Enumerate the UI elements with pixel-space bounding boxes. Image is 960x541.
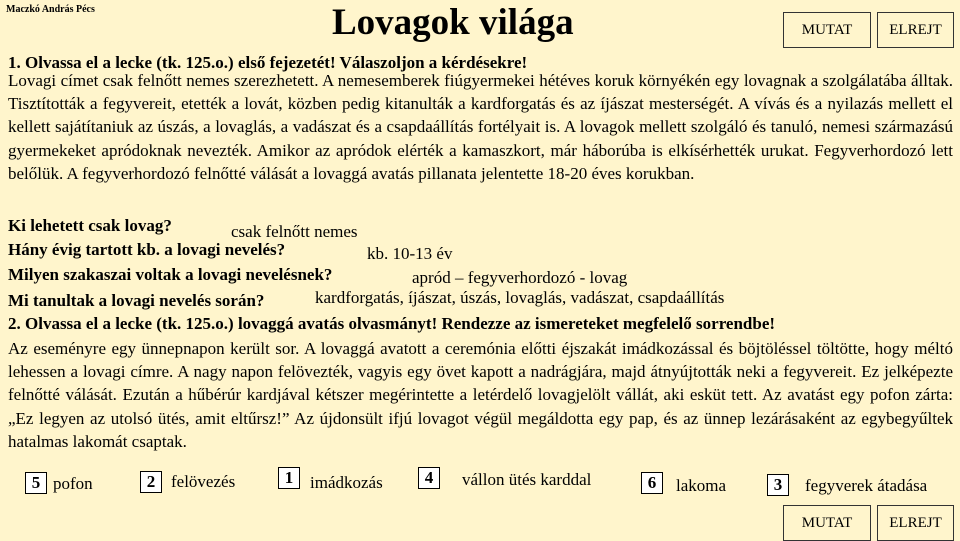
order-label-vallon-utes: vállon ütés karddal xyxy=(462,470,592,489)
answer-1: csak felnőtt nemes xyxy=(231,222,358,241)
order-box-pofon[interactable]: 5 xyxy=(25,472,47,494)
order-label-fegyverek: fegyverek átadása xyxy=(805,476,928,495)
answer-3: apród – fegyverhordozó - lovag xyxy=(412,268,628,287)
order-box-vallon-utes[interactable]: 4 xyxy=(418,467,440,489)
order-label-felovezes: felövezés xyxy=(171,472,236,491)
show-button-top[interactable]: MUTAT xyxy=(783,12,871,48)
order-box-imadkozas[interactable]: 1 xyxy=(278,467,300,489)
question-1: Ki lehetett csak lovag? xyxy=(8,216,172,235)
show-button-bottom[interactable]: MUTAT xyxy=(783,505,871,541)
hide-button-top[interactable]: ELREJT xyxy=(877,12,954,48)
order-label-imadkozas: imádkozás xyxy=(310,473,383,492)
page-title: Lovagok világa xyxy=(332,2,574,43)
order-label-lakoma: lakoma xyxy=(676,476,727,495)
task1-text: Lovagi címet csak felnőtt nemes szerezhetett. A nemesemberek fiúgyermekei hétéves koruk környékén egy lovagnak a szolgálatába álltak. Tisztították a fegyvereit, etették a lovát, közben pedig kitanulták a kardforgatás és az íjászat mesterségét. A vívás és a nyilazás mellett el kellett sajátítaniuk az úszás, a lovaglás, a vadászat és a csapdaállítás fortélyait is. A lovagok mellett szolgáló és tanuló, nemesi származású gyermekeket apródoknak nevezték. Amikor az apródok elérték a kamaszkort, már háborúba is elkísérhették urukat. Fegyverhordozó lett belőlük. A fegyverhordozó felnőtté válását a lovaggá avatás pillanata jelentette 18-20 éves korukban. xyxy=(8,71,953,183)
order-label-pofon: pofon xyxy=(53,474,93,493)
task2-text: Az eseményre egy ünnepnapon került sor. A lovaggá avatott a ceremónia előtti éjszakát imádkozással és böjtöléssel töltötte, hogy méltó lehessen a lovagi címre. A nagy napon felövezték, vagyis egy övet kapott a nadrágjára, majd átnyújtották neki a fegyvereit. Ez jelképezte felnőtté válását. Ezután a hűbérúr kardjával kétszer megérintette a letérdelő lovagjelölt vállát, aki esküt tett. Az avatást egy pofon zárta: „Ez legyen az utolsó ütés, amit eltűrsz!” Az újdonsült ifjú lovagot végül megáldotta egy pap, és az ünnep lezárásaként az egybegyűltek hatalmas lakomát csaptak. xyxy=(8,339,953,451)
hide-button-bottom[interactable]: ELREJT xyxy=(877,505,954,541)
question-3: Milyen szakaszai voltak a lovagi nevelésnek? xyxy=(8,265,333,284)
order-box-fegyverek[interactable]: 3 xyxy=(767,474,789,496)
task2-heading: 2. Olvassa el a lecke (tk. 125.o.) lovaggá avatás olvasmányt! Rendezze az ismereteket megfelelő sorrendbe! xyxy=(8,314,776,333)
author-credit: Maczkó András Pécs xyxy=(6,4,95,15)
answer-4: kardforgatás, íjászat, úszás, lovaglás, vadászat, csapdaállítás xyxy=(315,288,725,307)
answer-2: kb. 10-13 év xyxy=(367,244,453,263)
order-box-lakoma[interactable]: 6 xyxy=(641,472,663,494)
task1-heading: 1. Olvassa el a lecke (tk. 125.o.) első fejezetét! Válaszoljon a kérdésekre! xyxy=(8,53,528,72)
question-4: Mi tanultak a lovagi nevelés során? xyxy=(8,291,265,310)
question-2: Hány évig tartott kb. a lovagi nevelés? xyxy=(8,240,286,259)
order-box-felovezes[interactable]: 2 xyxy=(140,471,162,493)
